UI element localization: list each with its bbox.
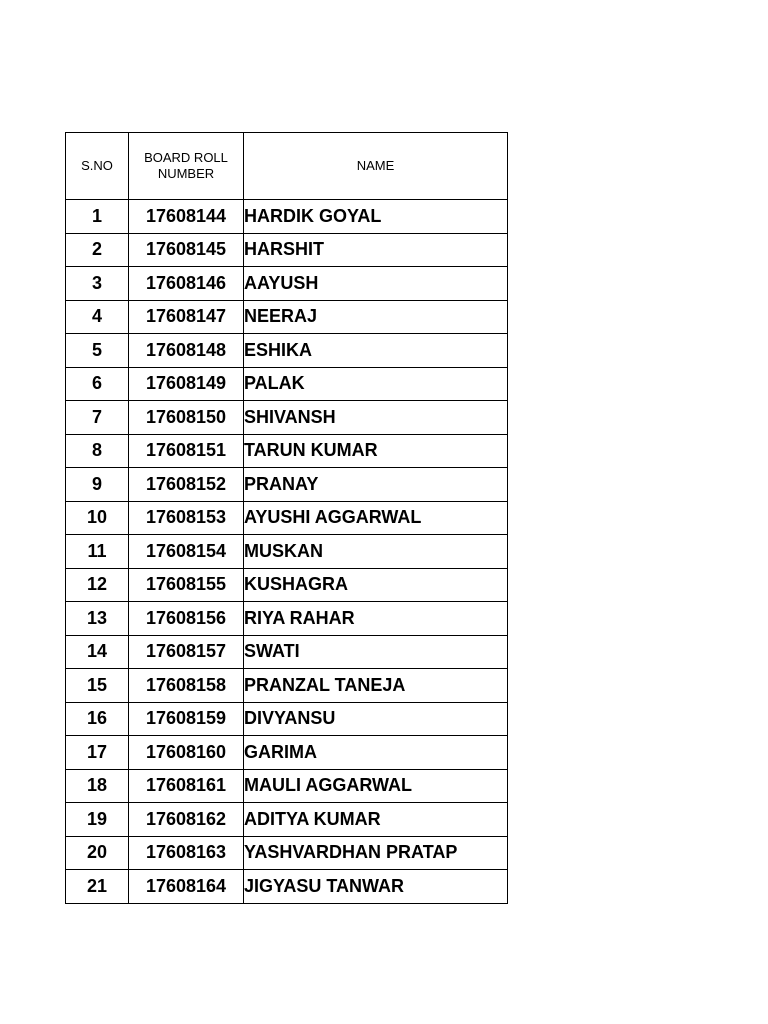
- student-name-cell: YASHVARDHAN PRATAP: [244, 836, 508, 870]
- serial-number-cell: 5: [66, 334, 129, 368]
- serial-number-cell: 17: [66, 736, 129, 770]
- serial-number-cell: 11: [66, 535, 129, 569]
- serial-number-cell: 3: [66, 267, 129, 301]
- serial-number-cell: 7: [66, 401, 129, 435]
- board-roll-number-cell: 17608155: [129, 568, 244, 602]
- board-roll-number-cell: 17608164: [129, 870, 244, 904]
- table-header-row: [66, 133, 508, 200]
- header-board-roll-number: BOARD ROLL NUMBER: [129, 133, 244, 200]
- serial-number-cell: 8: [66, 434, 129, 468]
- board-roll-number-cell: 17608154: [129, 535, 244, 569]
- student-name-cell: AAYUSH: [244, 267, 508, 301]
- serial-number-cell: 9: [66, 468, 129, 502]
- board-roll-number-cell: 17608157: [129, 635, 244, 669]
- board-roll-number-cell: 17608159: [129, 702, 244, 736]
- serial-number-cell: 12: [66, 568, 129, 602]
- board-roll-number-cell: 17608153: [129, 501, 244, 535]
- table-body: [66, 200, 508, 904]
- board-roll-number-cell: 17608146: [129, 267, 244, 301]
- board-roll-number-cell: 17608158: [129, 669, 244, 703]
- student-name-cell: PALAK: [244, 367, 508, 401]
- table-row: [66, 233, 508, 267]
- student-name-cell: ESHIKA: [244, 334, 508, 368]
- serial-number-cell: 10: [66, 501, 129, 535]
- serial-number-cell: 21: [66, 870, 129, 904]
- table-row: [66, 200, 508, 234]
- board-roll-number-cell: 17608144: [129, 200, 244, 234]
- board-roll-number-cell: 17608152: [129, 468, 244, 502]
- board-roll-number-cell: 17608160: [129, 736, 244, 770]
- table-row: [66, 635, 508, 669]
- student-name-cell: NEERAJ: [244, 300, 508, 334]
- student-roll-table: [65, 132, 508, 904]
- board-roll-number-cell: 17608149: [129, 367, 244, 401]
- board-roll-number-cell: 17608147: [129, 300, 244, 334]
- student-name-cell: GARIMA: [244, 736, 508, 770]
- serial-number-cell: 14: [66, 635, 129, 669]
- serial-number-cell: 1: [66, 200, 129, 234]
- table-row: [66, 669, 508, 703]
- table-row: [66, 803, 508, 837]
- student-name-cell: PRANAY: [244, 468, 508, 502]
- board-roll-number-cell: 17608150: [129, 401, 244, 435]
- board-roll-number-cell: 17608145: [129, 233, 244, 267]
- student-name-cell: RIYA RAHAR: [244, 602, 508, 636]
- student-name-cell: SWATI: [244, 635, 508, 669]
- table-row: [66, 602, 508, 636]
- student-name-cell: MUSKAN: [244, 535, 508, 569]
- table-row: [66, 568, 508, 602]
- table-row: [66, 535, 508, 569]
- student-name-cell: TARUN KUMAR: [244, 434, 508, 468]
- student-name-cell: HARDIK GOYAL: [244, 200, 508, 234]
- serial-number-cell: 2: [66, 233, 129, 267]
- table-row: [66, 267, 508, 301]
- table-row: [66, 736, 508, 770]
- table-row: [66, 870, 508, 904]
- table-row: [66, 367, 508, 401]
- board-roll-number-cell: 17608161: [129, 769, 244, 803]
- table-row: [66, 501, 508, 535]
- table-row: [66, 434, 508, 468]
- serial-number-cell: 6: [66, 367, 129, 401]
- board-roll-number-cell: 17608162: [129, 803, 244, 837]
- serial-number-cell: 15: [66, 669, 129, 703]
- header-sno: S.NO: [66, 133, 129, 200]
- board-roll-number-cell: 17608163: [129, 836, 244, 870]
- serial-number-cell: 13: [66, 602, 129, 636]
- student-name-cell: KUSHAGRA: [244, 568, 508, 602]
- serial-number-cell: 16: [66, 702, 129, 736]
- table-row: [66, 401, 508, 435]
- student-name-cell: SHIVANSH: [244, 401, 508, 435]
- student-name-cell: HARSHIT: [244, 233, 508, 267]
- table-row: [66, 334, 508, 368]
- student-name-cell: MAULI AGGARWAL: [244, 769, 508, 803]
- student-name-cell: ADITYA KUMAR: [244, 803, 508, 837]
- table-row: [66, 769, 508, 803]
- table-row: [66, 836, 508, 870]
- board-roll-number-cell: 17608151: [129, 434, 244, 468]
- board-roll-number-cell: 17608156: [129, 602, 244, 636]
- student-name-cell: PRANZAL TANEJA: [244, 669, 508, 703]
- board-roll-number-cell: 17608148: [129, 334, 244, 368]
- table-row: [66, 702, 508, 736]
- student-name-cell: JIGYASU TANWAR: [244, 870, 508, 904]
- table-row: [66, 300, 508, 334]
- serial-number-cell: 18: [66, 769, 129, 803]
- student-name-cell: DIVYANSU: [244, 702, 508, 736]
- serial-number-cell: 19: [66, 803, 129, 837]
- serial-number-cell: 20: [66, 836, 129, 870]
- serial-number-cell: 4: [66, 300, 129, 334]
- header-name: NAME: [244, 133, 508, 200]
- student-name-cell: AYUSHI AGGARWAL: [244, 501, 508, 535]
- table-row: [66, 468, 508, 502]
